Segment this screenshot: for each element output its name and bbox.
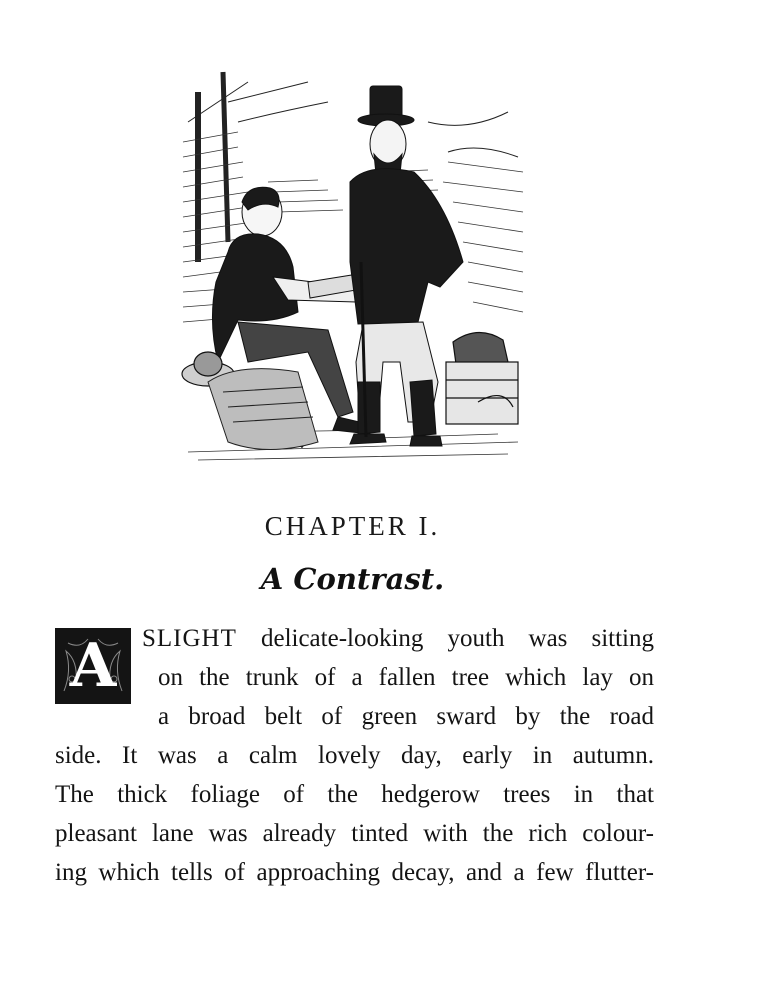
text-line-3: a broad belt of green sward by the road <box>158 703 654 730</box>
chapter-heading: CHAPTER I. <box>264 511 441 541</box>
text-line-6: pleasant lane was already tinted with the rich colour- <box>55 820 654 847</box>
text-line-7: ing which tells of approaching decay, and a few flutter- <box>55 859 654 886</box>
text-line-2: on the trunk of a fallen tree which lay on <box>158 664 654 691</box>
text-line-1 <box>142 625 654 653</box>
line-1-text: delicate-looking youth was sitting <box>236 625 654 652</box>
text-line-5: The thick foliage of the hedgerow trees in that <box>55 781 654 808</box>
opening-word: SLIGHT <box>142 625 237 652</box>
drop-cap <box>55 628 131 704</box>
text-line-4: side. It was a calm lovely day, early in autumn. <box>55 742 654 769</box>
drop-cap-letter: A <box>69 631 117 701</box>
chapter-title: A Contrast. <box>260 562 445 596</box>
chapter-illustration <box>178 62 530 467</box>
